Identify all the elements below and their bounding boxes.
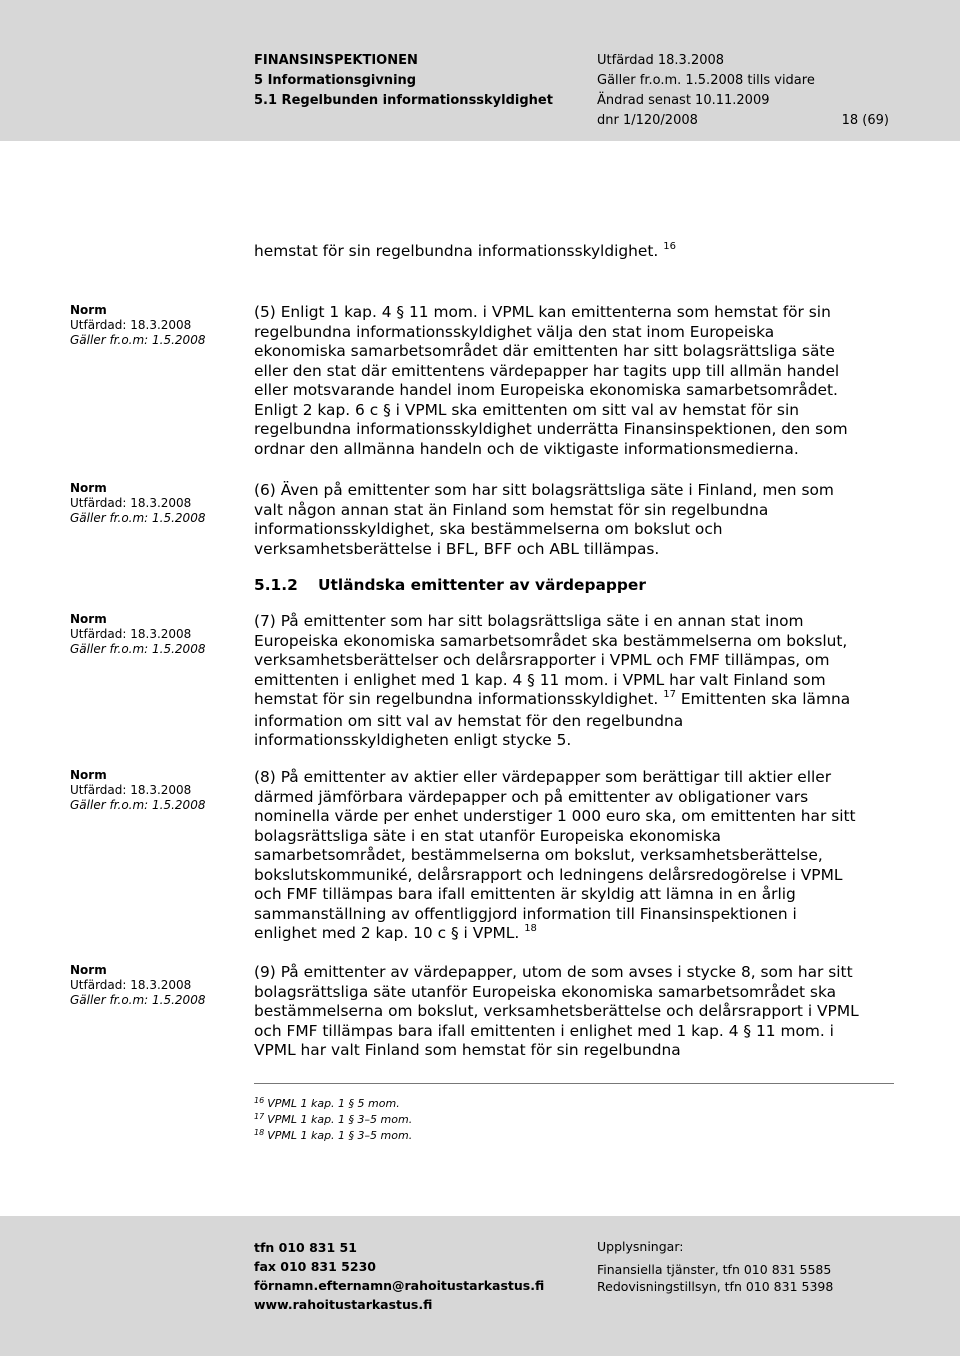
norm-issued: Utfärdad: 18.3.2008 (70, 978, 192, 992)
text-line: och FMF tillämpas bara ifall emittenten i enlighet med 1 kap. 4 § 11 mom. i (254, 1021, 834, 1040)
norm-marker (70, 612, 205, 657)
footnotes (254, 1096, 412, 1144)
norm-title: Norm (70, 612, 107, 626)
chapter-title: 5 Informationsgivning (254, 73, 417, 88)
norm-valid: Gäller fr.o.m: 1.5.2008 (70, 511, 206, 525)
issued-date: Utfärdad 18.3.2008 (597, 53, 725, 68)
text-line: (9) På emittenter av värdepapper, utom de som avses i stycke 8, som har sitt (254, 963, 853, 981)
dnr-number: dnr 1/120/2008 (597, 113, 698, 128)
text-line: informationsskyldighet, ska bestämmelserna om bokslut och (254, 520, 723, 538)
footnote-item: $^{16}$ VPML 1 kap. 1 § 5 mom. (254, 1096, 400, 1110)
text-line: bolagsrättsliga säte i en stat utanför Europeiska ekonomiska (254, 826, 721, 845)
text-line: valt någon annan stat än Finland som hemstat för sin regelbundna (254, 500, 769, 519)
footer-fax: fax 010 831 5230 (254, 1259, 376, 1274)
paragraph-8 (254, 768, 894, 946)
text-line: hemstat för sin regelbundna informationsskyldighet. $^{17}$ Emittenten ska lämna (254, 689, 851, 708)
header-right (597, 51, 889, 131)
section-number: 5.1.2 (254, 576, 298, 594)
footer-email-link[interactable]: förnamn.efternamn@rahoitustarkastus.fi (254, 1278, 545, 1293)
text-line: sammanställning av offentliggjord information till Finansinspektionen i (254, 904, 797, 923)
footer-contact-accounting: Redovisningstillsyn, tfn 010 831 5398 (597, 1279, 834, 1294)
text-line: emittenten i enlighet med 1 kap. 4 § 11 mom. i VPML har valt Finland som (254, 670, 826, 689)
norm-marker (70, 963, 205, 1008)
paragraph-7 (254, 612, 894, 751)
footer-phone: tfn 010 831 51 (254, 1240, 357, 1255)
amended-date: Ändrad senast 10.11.2009 (597, 93, 770, 108)
section-title: 5.1 Regelbunden informationsskyldighet (254, 93, 553, 108)
text-line: enlighet med 2 kap. 10 c § i VPML. $^{18}$ (254, 923, 537, 942)
intro-text: hemstat för sin regelbundna informationsskyldighet. (254, 242, 659, 260)
norm-issued: Utfärdad: 18.3.2008 (70, 496, 192, 510)
page-number: 18 (69) (841, 113, 889, 128)
norm-issued: Utfärdad: 18.3.2008 (70, 783, 192, 797)
text-line: VPML har valt Finland som hemstat för sin regelbundna (254, 1041, 681, 1059)
text-line: bolagsrättsliga säte utanför Europeiska ekonomiska samarbetsområdet ska (254, 982, 837, 1001)
section-heading (254, 576, 646, 594)
norm-title: Norm (70, 768, 107, 782)
text-line: eller den stat där emittentens värdepapper har tagits upp till allmän handel (254, 361, 840, 380)
text-line: information om sitt val av hemstat för den regelbundna (254, 711, 684, 730)
text-line: ekonomiska samarbetsområdet där emittenten har sitt bolagsrättsliga säte (254, 342, 835, 360)
text-line: Europeiska ekonomiska samarbetsområdet ska bestämmelserna om bokslut, (254, 631, 848, 650)
norm-marker (70, 768, 205, 813)
dnr-row (597, 111, 889, 131)
norm-title: Norm (70, 963, 107, 977)
text-line: ordnar den allmänna handeln och de viktigaste informationsmedierna. (254, 439, 799, 458)
footer-contact-financial: Finansiella tjänster, tfn 010 831 5585 (597, 1262, 832, 1277)
text-line: verksamhetsberättelse i BFL, BFF och ABL tillämpas. (254, 539, 660, 558)
text-line: nominella värde per enhet understiger 1 000 euro ska, om emittenten har sitt (254, 807, 856, 825)
norm-valid: Gäller fr.o.m: 1.5.2008 (70, 993, 206, 1007)
text-line: verksamhetsberättelser och delårsrapporter i VPML och FMF tillämpas, om (254, 651, 830, 669)
norm-valid: Gäller fr.o.m: 1.5.2008 (70, 798, 206, 812)
text-line: bestämmelserna om bokslut, verksamhetsberättelse och delårsrapport i VPML (254, 1002, 859, 1020)
norm-valid: Gäller fr.o.m: 1.5.2008 (70, 333, 206, 347)
paragraph-5 (254, 303, 894, 459)
norm-issued: Utfärdad: 18.3.2008 (70, 318, 192, 332)
text-line: Enligt 2 kap. 6 c § i VPML ska emittenten om sitt val av hemstat för sin (254, 400, 799, 419)
org-name: FINANSINSPEKTIONEN (254, 53, 418, 68)
text-line: samarbetsområdet, bestämmelserna om bokslut, verksamhetsberättelse, (254, 846, 823, 864)
norm-valid: Gäller fr.o.m: 1.5.2008 (70, 642, 206, 656)
valid-date: Gäller fr.o.m. 1.5.2008 tills vidare (597, 73, 815, 88)
section-heading-text: Utländska emittenter av värdepapper (318, 576, 646, 594)
footnote-item: $^{18}$ VPML 1 kap. 1 § 3–5 mom. (254, 1128, 413, 1142)
norm-issued: Utfärdad: 18.3.2008 (70, 627, 192, 641)
text-line: (5) Enligt 1 kap. 4 § 11 mom. i VPML kan emittenterna som hemstat för sin (254, 303, 831, 321)
footnote-ref-16[interactable]: 16 (663, 241, 676, 252)
text-line: eller motsvarande handel inom Europeiska ekonomiska samarbetsområdet. (254, 381, 838, 399)
text-line: (8) På emittenter av aktier eller värdepapper som berättigar till aktier eller (254, 768, 832, 786)
text-line: och FMF tillämpas bara ifall emittenten är skyldig att lämna in en årlig (254, 885, 796, 903)
text-line: regelbundna informationsskyldighet välja den stat inom Europeiska (254, 322, 775, 341)
footnote-divider (254, 1083, 894, 1084)
footer-web-link[interactable]: www.rahoitustarkastus.fi (254, 1297, 433, 1312)
norm-title: Norm (70, 481, 107, 495)
footnote-ref-17[interactable]: 17 (663, 689, 676, 700)
paragraph-9 (254, 963, 894, 1061)
text-line: (7) På emittenter som har sitt bolagsrättsliga säte i en annan stat inom (254, 612, 804, 630)
footer-info-label: Upplysningar: (597, 1239, 684, 1254)
footnote-item: $^{17}$ VPML 1 kap. 1 § 3–5 mom. (254, 1112, 413, 1126)
norm-marker (70, 481, 205, 526)
norm-title: Norm (70, 303, 107, 317)
text-line: (6) Även på emittenter som har sitt bolagsrättsliga säte i Finland, men som (254, 481, 834, 499)
text-line: därmed jämförbara värdepapper och på emittenter av obligationer vars (254, 787, 809, 806)
text-line: informationsskyldigheten enligt stycke 5. (254, 731, 572, 749)
text-line: regelbundna informationsskyldighet underrätta Finansinspektionen, den som (254, 420, 848, 438)
footer-contact (254, 1238, 544, 1314)
footer-info (597, 1238, 833, 1295)
footnote-ref-18[interactable]: 18 (524, 923, 537, 934)
norm-marker (70, 303, 205, 348)
intro-paragraph (254, 242, 894, 264)
header-left (254, 51, 553, 111)
text-line: bokslutskommuniké, delårsrapport och ledningens delårsredogörelse i VPML (254, 865, 843, 884)
paragraph-6 (254, 481, 894, 559)
